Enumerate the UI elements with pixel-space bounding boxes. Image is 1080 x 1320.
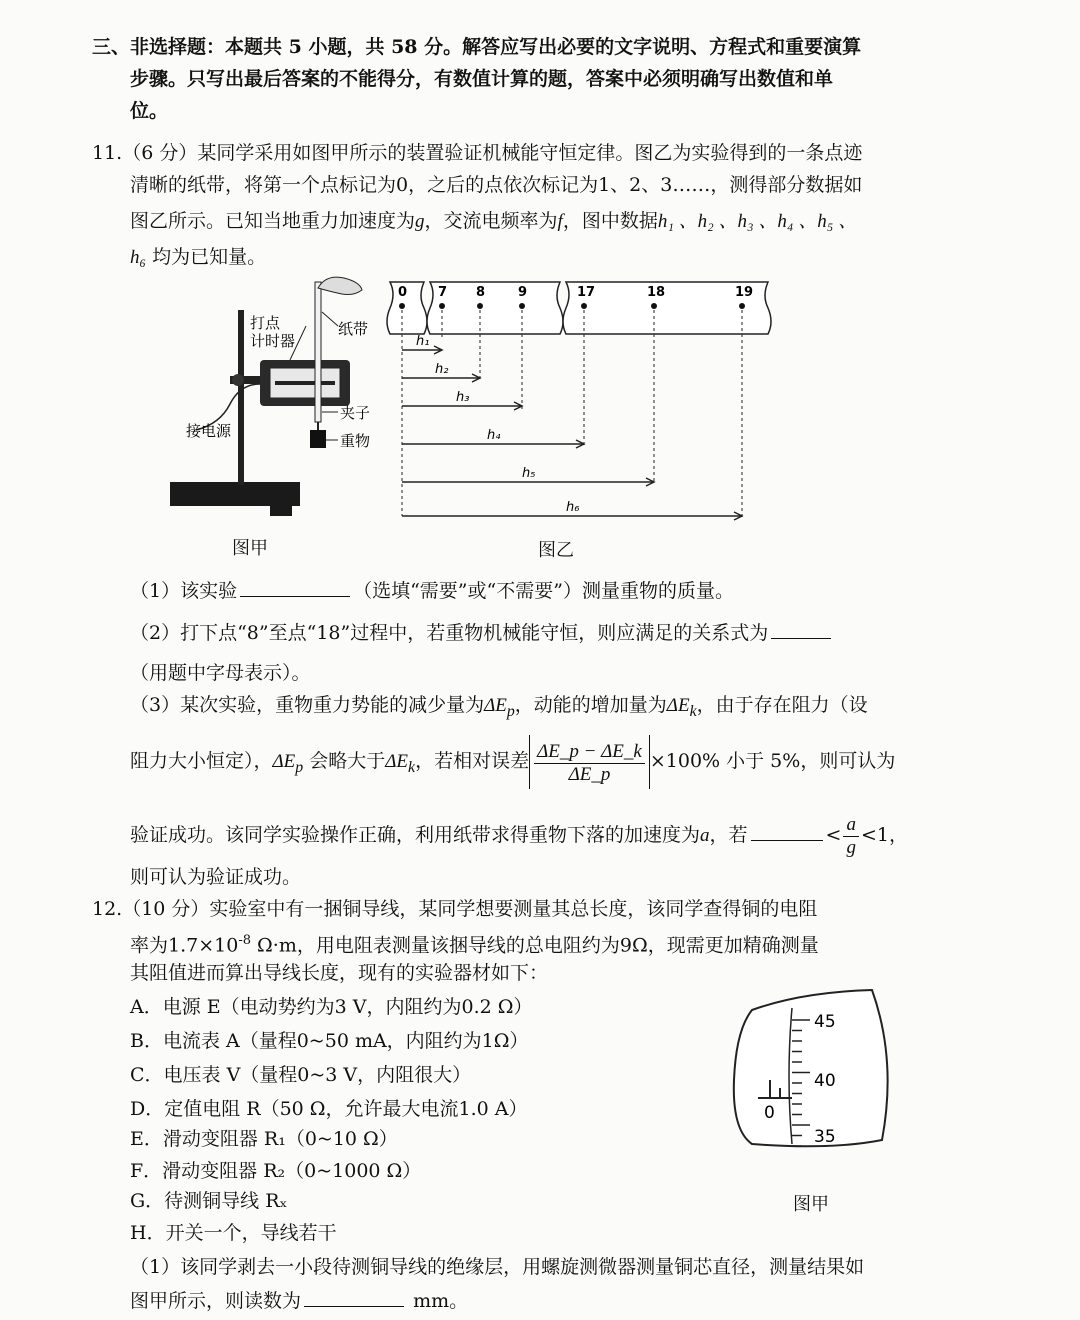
q12-part1-line1: （1）该同学剥去一小段待测铜导线的绝缘层，用螺旋测微器测量铜芯直径，测量结果如	[130, 1256, 865, 1278]
q12-item-e: E．滑动变阻器 R₁（0~10 Ω）	[130, 1128, 398, 1150]
q11-line3-text-b: ，交流电频率为	[424, 210, 558, 232]
section-line-2: 步骤。只写出最后答案的不能得分，有数值计算的题，答案中必须明确写出数值和单	[130, 68, 834, 90]
label-power: 接电源	[186, 422, 232, 440]
q11-line-4	[130, 244, 266, 271]
ratio-numerator: a	[843, 814, 859, 837]
tape-point-label-0: 0	[398, 285, 408, 300]
micrometer-body	[734, 990, 888, 1146]
tape-point-label-17: 17	[577, 285, 596, 300]
answer-blank-q11-2[interactable]	[771, 620, 831, 639]
answer-blank-q11-1[interactable]	[240, 578, 350, 597]
sub-p-2: p	[295, 758, 304, 776]
tape-dot-8	[477, 303, 483, 309]
sub-p: p	[506, 702, 515, 720]
section-line-1: 三、非选择题：本题共 5 小题，共 58 分。解答应写出必要的文字说明、方程式和重要演算	[92, 36, 862, 58]
dEp-symbol: ΔE	[484, 695, 507, 716]
q12-line2-text-b: Ω·m，用电阻表测量该捆导线的总电阻约为9Ω，现需更加精确测量	[251, 934, 819, 957]
q11-p3-text-a: （3）某次实验，重物重力势能的减少量为	[130, 694, 485, 716]
dimension-label-3: h₃	[456, 390, 470, 405]
ratio-denominator: g	[846, 836, 856, 858]
q11-part3-line4: 则可认为验证成功。	[130, 866, 302, 888]
relative-error-abs	[529, 735, 650, 789]
q11-part2-note: （用题中字母表示）。	[130, 662, 311, 684]
scale-45: 45	[814, 1012, 836, 1032]
label-tape: 纸带	[338, 320, 369, 338]
q12-part1-line2	[130, 1288, 468, 1314]
symbol-g: g	[415, 211, 425, 232]
q11-line3-text-a: 图乙所示。已知当地重力加速度为	[130, 210, 416, 232]
q12-line-2	[130, 928, 819, 958]
dimension-label-1: h₁	[416, 334, 430, 349]
q11-part3-line3	[130, 808, 908, 863]
sub-k: k	[689, 702, 697, 720]
hand-icon	[318, 277, 362, 294]
q12-item-d: D．定值电阻 R（50 Ω，允许最大电流1.0 A）	[130, 1098, 528, 1120]
figure-micrometer	[722, 980, 898, 1156]
q11-p3-text-h: 验证成功。该同学实验操作正确，利用纸带求得重物下落的加速度为	[130, 824, 701, 846]
sub-k-2: k	[408, 758, 416, 776]
main-scale-0: 0	[764, 1103, 775, 1123]
q12-item-h: H．开关一个，导线若干	[130, 1222, 337, 1244]
frac-denominator: ΔE_p	[568, 763, 611, 785]
dEk-symbol-2: ΔE	[385, 751, 409, 772]
q11-p3-lt: <	[825, 824, 842, 846]
dimension-label-5: h₅	[522, 466, 536, 481]
symbol-a: a	[700, 825, 710, 846]
scale-35: 35	[814, 1127, 836, 1147]
q12-item-a: A．电源 E（电动势约为3 V，内阻约为0.2 Ω）	[130, 996, 533, 1018]
q11-part1	[130, 578, 734, 604]
q11-line3-text-c: ，图中数据	[562, 210, 658, 232]
tape-dot-0	[399, 303, 405, 309]
section-line-3: 位。	[130, 100, 169, 122]
label-clip: 夹子	[340, 404, 371, 422]
tape-point-label-18: 18	[647, 285, 666, 300]
dimension-label-2: h₂	[435, 362, 449, 377]
q11-line-1: 11.（6 分）某同学采用如图甲所示的装置验证机械能守恒定律。图乙为实验得到的一条点迹	[92, 142, 863, 164]
tape-point-label-19: 19	[735, 285, 754, 300]
h-list: h₁ 、h₂ 、h₃ 、h₄ 、h₅ 、	[657, 211, 858, 232]
dEk-symbol: ΔE	[666, 695, 690, 716]
tape-point-label-7: 7	[438, 285, 448, 300]
q11-p2-text-a: （2）打下点“8”至点“18”过程中，若重物机械能守恒，则应满足的关系式为	[130, 622, 769, 644]
q12-exponent: -8	[238, 933, 251, 948]
q12-item-g: G．待测铜导线 Rₓ	[130, 1190, 288, 1212]
dimension-label-6: h₆	[566, 500, 580, 515]
q11-p3-text-e: 会略大于	[309, 750, 386, 772]
tape-dot-9	[519, 303, 525, 309]
q11-p3-text-d: 阻力大小恒定），	[130, 750, 273, 772]
scale-40: 40	[814, 1071, 836, 1091]
micrometer-caption: 图甲	[793, 1194, 829, 1215]
q12-item-f: F．滑动变阻器 R₂（0~1000 Ω）	[130, 1160, 422, 1182]
q11-p3-text-j: <1，	[860, 824, 908, 846]
q12-item-b: B．电流表 A（量程0~50 mA，内阻约为1Ω）	[130, 1030, 529, 1052]
weight-block	[310, 430, 326, 448]
q11-line4-text: 均为已知量。	[146, 246, 267, 268]
frac-numerator: ΔE_p − ΔE_k	[534, 741, 645, 764]
paper-tape	[315, 282, 321, 422]
label-timer-2: 计时器	[250, 332, 296, 350]
q11-p3-text-f: ，若相对误差	[415, 750, 530, 772]
dEp-symbol-2: ΔE	[272, 751, 296, 772]
q12-line-1: 12.（10 分）实验室中有一捆铜导线，某同学想要测量其总长度，该同学查得铜的电阻	[92, 898, 818, 920]
base-step	[270, 502, 292, 516]
q11-line-3	[130, 208, 857, 235]
tape-dot-17	[581, 303, 587, 309]
tape-dot-7	[439, 303, 445, 309]
dimension-label-4: h₄	[487, 428, 501, 443]
q12-p1-unit: mm。	[413, 1290, 469, 1312]
figure-apparatus	[160, 272, 380, 522]
fig1-caption: 图甲	[232, 538, 268, 559]
answer-blank-q11-3[interactable]	[751, 822, 823, 841]
stand-rod	[238, 310, 244, 485]
label-weight: 重物	[340, 432, 371, 450]
q11-p1-text-a: （1）该实验	[130, 580, 238, 602]
q11-p3-text-i: ，若	[709, 824, 748, 846]
tape-dot-19	[739, 303, 745, 309]
q11-part2	[130, 620, 834, 646]
q11-line-2: 清晰的纸带，将第一个点标记为0，之后的点依次标记为1、2、3……，测得部分数据如	[130, 174, 863, 196]
q12-p1-text-b: 图甲所示，则读数为	[130, 1290, 302, 1312]
q12-line2-text-a: 率为1.7×10	[130, 934, 239, 957]
q12-line-3: 其阻值进而算出导线长度，现有的实验器材如下：	[130, 962, 549, 984]
q11-p3-text-g: ×100% 小于 5%，则可认为	[649, 750, 896, 772]
q12-item-c: C．电压表 V（量程0~3 V，内阻很大）	[130, 1064, 472, 1086]
h6-symbol: h₆	[130, 247, 147, 268]
q11-p1-text-b: （选填“需要”或“不需要”）测量重物的质量。	[353, 580, 734, 602]
tape-point-label-8: 8	[476, 285, 486, 300]
figure-tape	[384, 276, 776, 528]
clamp-knob	[232, 374, 244, 386]
answer-blank-q12-1[interactable]	[304, 1288, 404, 1307]
fig2-caption: 图乙	[538, 540, 574, 561]
q11-part3-line1	[130, 692, 868, 725]
q11-part3-line2	[130, 734, 895, 795]
symbol-f: f	[557, 211, 563, 232]
tape-dot-18	[651, 303, 657, 309]
label-timer-1: 打点	[250, 314, 281, 332]
tape-point-label-9: 9	[518, 285, 528, 300]
q11-p3-text-c: ，由于存在阻力（设	[696, 694, 868, 716]
q11-p3-text-b: ，动能的增加量为	[514, 694, 667, 716]
